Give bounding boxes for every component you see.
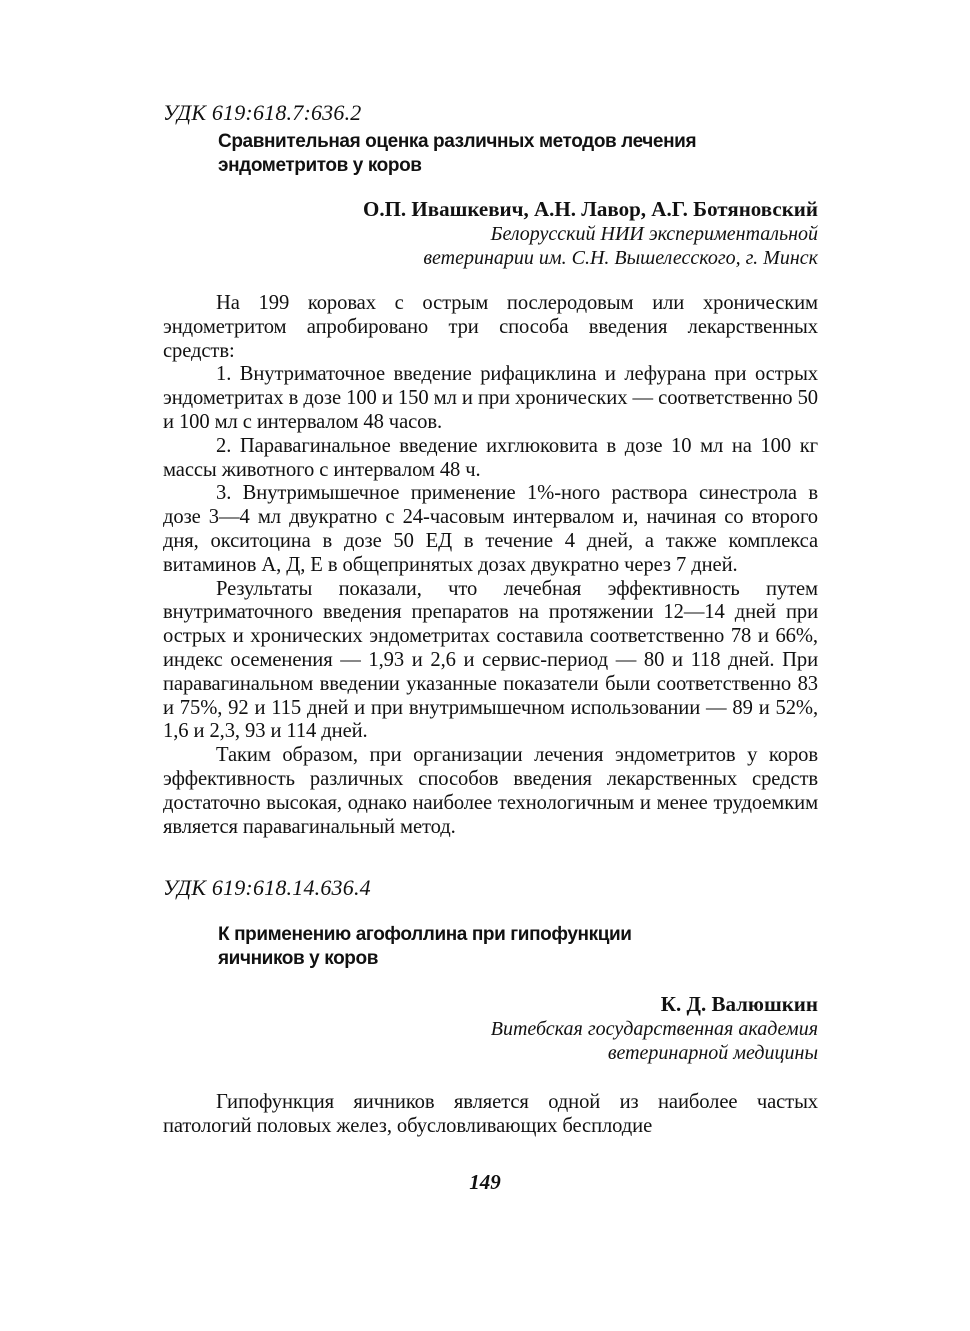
article2-title xyxy=(218,923,818,971)
article2-authors: К. Д. Валюшкин xyxy=(660,992,818,1017)
article1-paragraph-method2: 2. Паравагинальное введение ихглюковита в дозе 10 мл на 100 кг массы животного с интервалом 48 ч. xyxy=(163,434,818,481)
article1-affiliation-line2: ветеринарии им. С.Н. Вышелесского, г. Минск xyxy=(423,247,818,269)
article2-affiliation-line1: Витебская государственная академия xyxy=(490,1018,818,1041)
article1-paragraph-conclusion: Таким образом, при организации лечения эндометритов у коров эффективность различных способов введения лекарственных средств достаточно высокая, однако наиболее технологичным и менее трудоемким является паравагинальный метод. xyxy=(163,744,818,838)
article1-title-line1: Сравнительная оценка различных методов лечения xyxy=(218,131,697,152)
article1-title xyxy=(218,130,818,178)
article1-paragraph-intro: На 199 коровах с острым послеродовым или хроническим эндометритом апробировано три способа введения лекарственных средств: xyxy=(163,292,818,362)
article2-title-line2: яичников у коров xyxy=(218,948,378,970)
article1-paragraph-method1: 1. Внутриматочное введение рифациклина и лефурана при острых эндометритах в дозе 100 и 150 мл и при хронических — соответственно 50 и 100 мл с интервалом 48 часов. xyxy=(163,363,818,433)
article2-udk: УДК 619:618.14.636.4 xyxy=(163,875,371,901)
page-content xyxy=(163,100,818,1139)
article1-title-line2: эндометритов у коров xyxy=(218,155,422,176)
article2-paragraph: Гипофункция яичников является одной из наиболее частых патологий половых желез, обусловливающих бесплодие xyxy=(163,1091,818,1138)
article1-udk: УДК 619:618.7:636.2 xyxy=(163,100,362,125)
page-number: 149 xyxy=(469,1170,501,1194)
article2-affiliation-line2: ветеринарной медицины xyxy=(607,1042,818,1065)
article1-paragraph-method3: 3. Внутримышечное применение 1%-ного раствора синестрола в дозе 3—4 мл двукратно с 24-часовым интервалом и, начиная со второго дня, окситоцина в дозе 50 ЕД в течение 4 дней, а также комплекса витаминов А, Д, Е в общепринятых дозах двукратно через 7 дней. xyxy=(163,482,818,576)
article1-affiliation-line1: Белорусский НИИ экспериментальной xyxy=(490,223,818,245)
article1-paragraph-results: Результаты показали, что лечебная эффективность путем внутриматочного введения препаратов на протяжении 12—14 дней при острых и хронических эндометритах составила соответственно 78 и 66%, индекс осеменения — 1,93 и 2,6 и сервис-период — 80 и 118 дней. При паравагинальном введении указанные показатели были соответственно 83 и 75%, 92 и 115 дней и при внутримышечном использовании — 89 и 52%, 1,6 и 2,3, 93 и 114 дней. xyxy=(163,577,818,743)
article2-title-line1: К применению агофоллина при гипофункции xyxy=(218,924,632,946)
article1-authors: О.П. Ивашкевич, А.Н. Лавор, А.Г. Ботяновский xyxy=(363,197,818,221)
